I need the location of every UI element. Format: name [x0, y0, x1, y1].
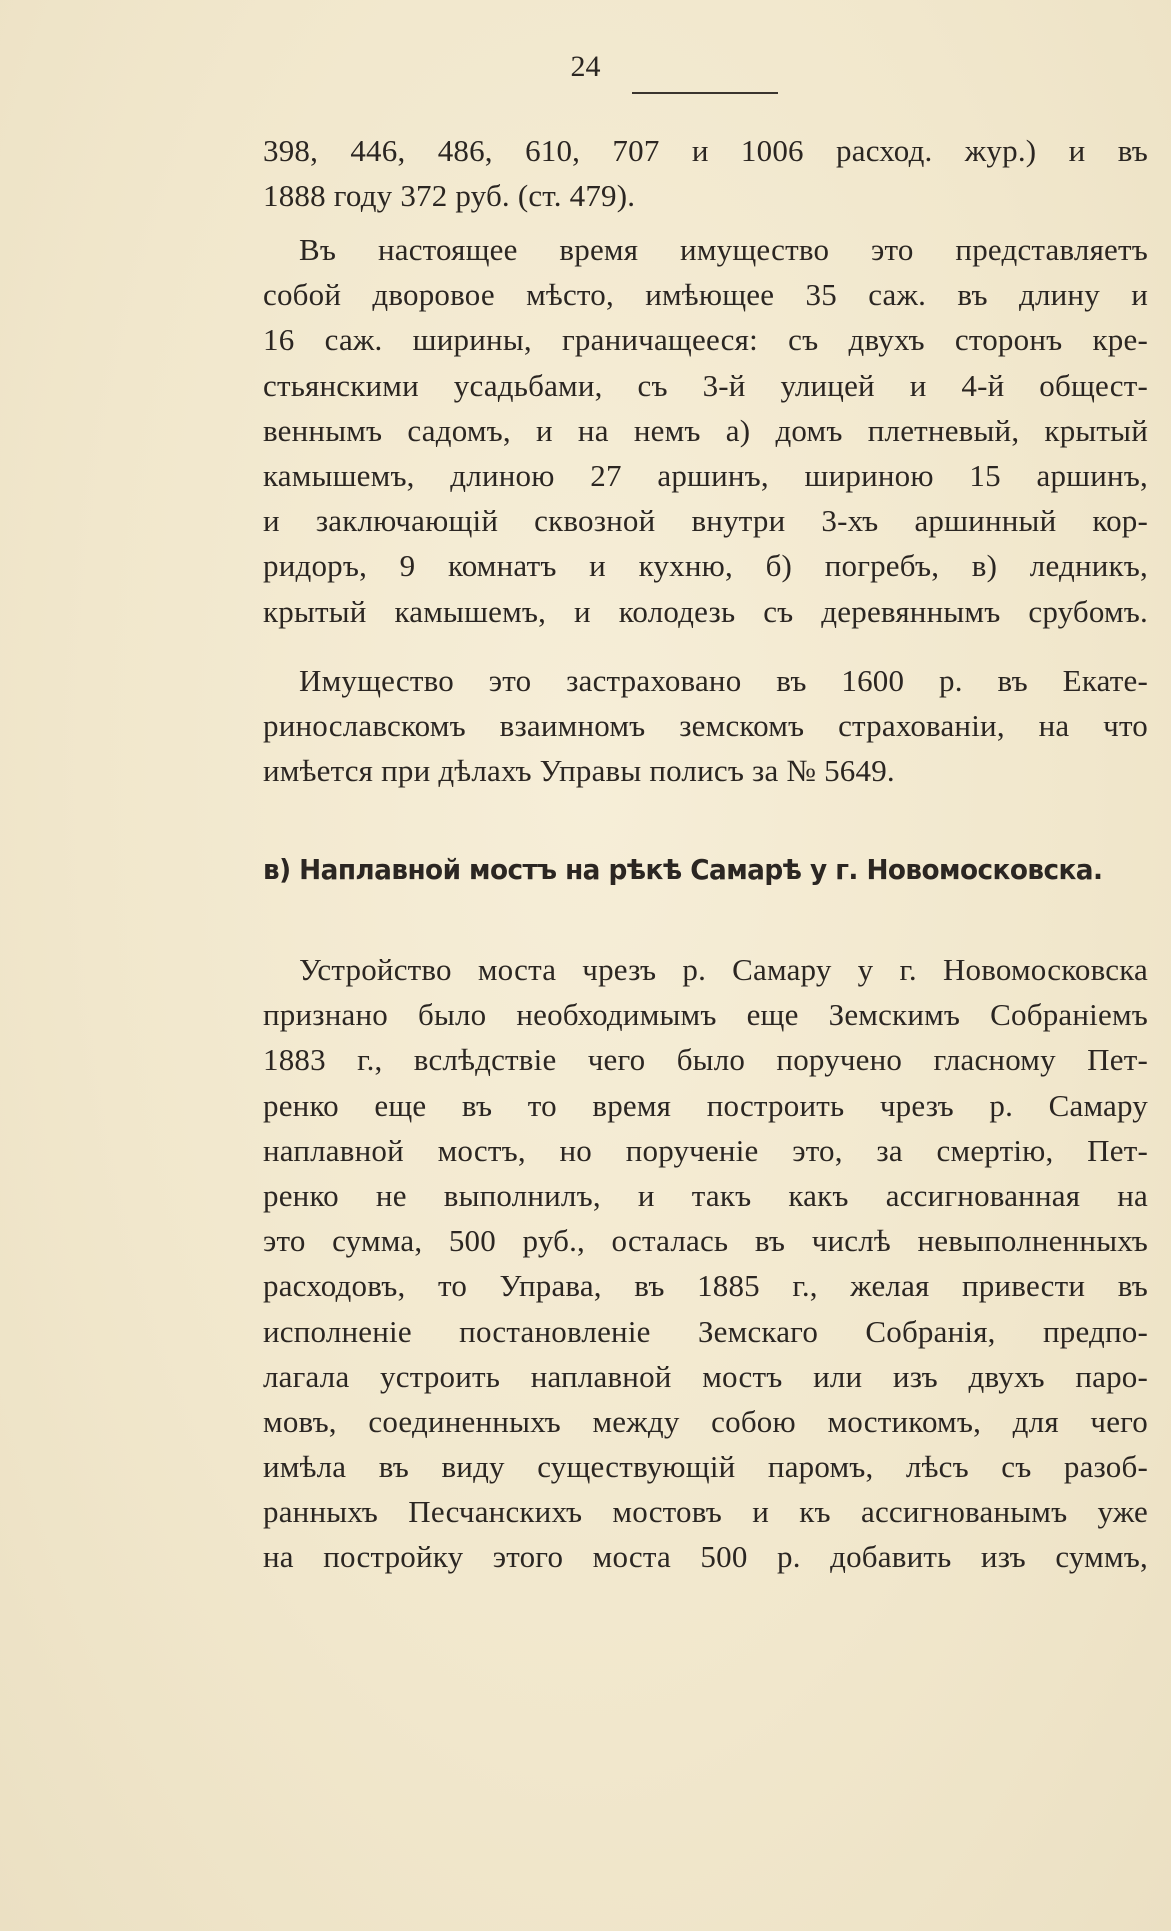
text-line: Устройство моста чрезъ р. Самару у г. Новомосковска	[299, 952, 1148, 987]
text-line: веннымъ садомъ, и на немъ а) домъ плетневый, крытый	[263, 412, 1148, 448]
text-line: Въ настоящее время имущество это представляетъ	[299, 232, 1148, 267]
header-rule	[632, 92, 778, 94]
text-line: 1888 году 372 руб. (ст. 479).	[263, 178, 636, 214]
text-line: это сумма, 500 руб., осталась въ числѣ невыполненныхъ	[263, 1223, 1148, 1259]
text-line: собой дворовое мѣсто, имѣющее 35 саж. въ длину и	[263, 277, 1148, 313]
text-line: на постройку этого моста 500 р. добавить изъ суммъ,	[263, 1539, 1148, 1575]
paragraph-4	[263, 947, 1148, 1580]
text-line: исполненіе постановленіе Земскаго Собранія, предпо-	[263, 1313, 1148, 1349]
text-line: стьянскими усадьбами, съ 3-й улицей и 4-й общест-	[263, 367, 1148, 403]
paragraph-3	[263, 658, 1148, 794]
section-heading: в) Наплавной мостъ на рѣкѣ Самарѣ у г. Новомосковска.	[263, 853, 1103, 886]
text-line: крытый камышемъ, и колодезь съ деревяннымъ срубомъ.	[263, 593, 1148, 629]
text-line: ринославскомъ взаимномъ земскомъ страхованіи, на что	[263, 708, 1148, 744]
text-line: расходовъ, то Управа, въ 1885 г., желая привести въ	[263, 1268, 1148, 1304]
text-line: ренко не выполнилъ, и такъ какъ ассигнованная на	[263, 1177, 1148, 1213]
text-line: 1883 г., вслѣдствіе чего было поручено гласному Пет-	[263, 1042, 1148, 1078]
paragraph-1	[263, 128, 1148, 218]
text-line: имѣла въ виду существующій паромъ, лѣсъ съ разоб-	[263, 1449, 1148, 1485]
text-line: ренко еще въ то время построить чрезъ р. Самару	[263, 1087, 1148, 1123]
text-line: и заключающій сквозной внутри 3-хъ аршинный кор-	[263, 503, 1148, 539]
text-line: наплавной мостъ, но порученіе это, за смертію, Пет-	[263, 1132, 1148, 1168]
text-line: признано было необходимымъ еще Земскимъ Собраніемъ	[263, 997, 1148, 1033]
page-header	[0, 50, 1171, 84]
text-line: 16 саж. ширины, граничащееся: съ двухъ сторонъ кре-	[263, 322, 1148, 358]
paragraph-2	[263, 227, 1148, 634]
text-line: ридоръ, 9 комнатъ и кухню, б) погребъ, в) ледникъ,	[263, 548, 1148, 584]
text-line: Имущество это застраховано въ 1600 р. въ Екате-	[299, 663, 1148, 698]
text-line: мовъ, соединенныхъ между собою мостикомъ, для чего	[263, 1403, 1148, 1439]
text-line: ранныхъ Песчанскихъ мостовъ и къ ассигнованымъ уже	[263, 1494, 1148, 1530]
text-line: имѣется при дѣлахъ Управы полисъ за № 5649.	[263, 753, 895, 789]
text-line: лагала устроить наплавной мостъ или изъ двухъ паро-	[263, 1358, 1148, 1394]
text-line: камышемъ, длиною 27 аршинъ, шириною 15 аршинъ,	[263, 457, 1148, 493]
page-number: 24	[570, 50, 601, 83]
text-line: 398, 446, 486, 610, 707 и 1006 расход. жур.) и въ	[263, 133, 1148, 168]
